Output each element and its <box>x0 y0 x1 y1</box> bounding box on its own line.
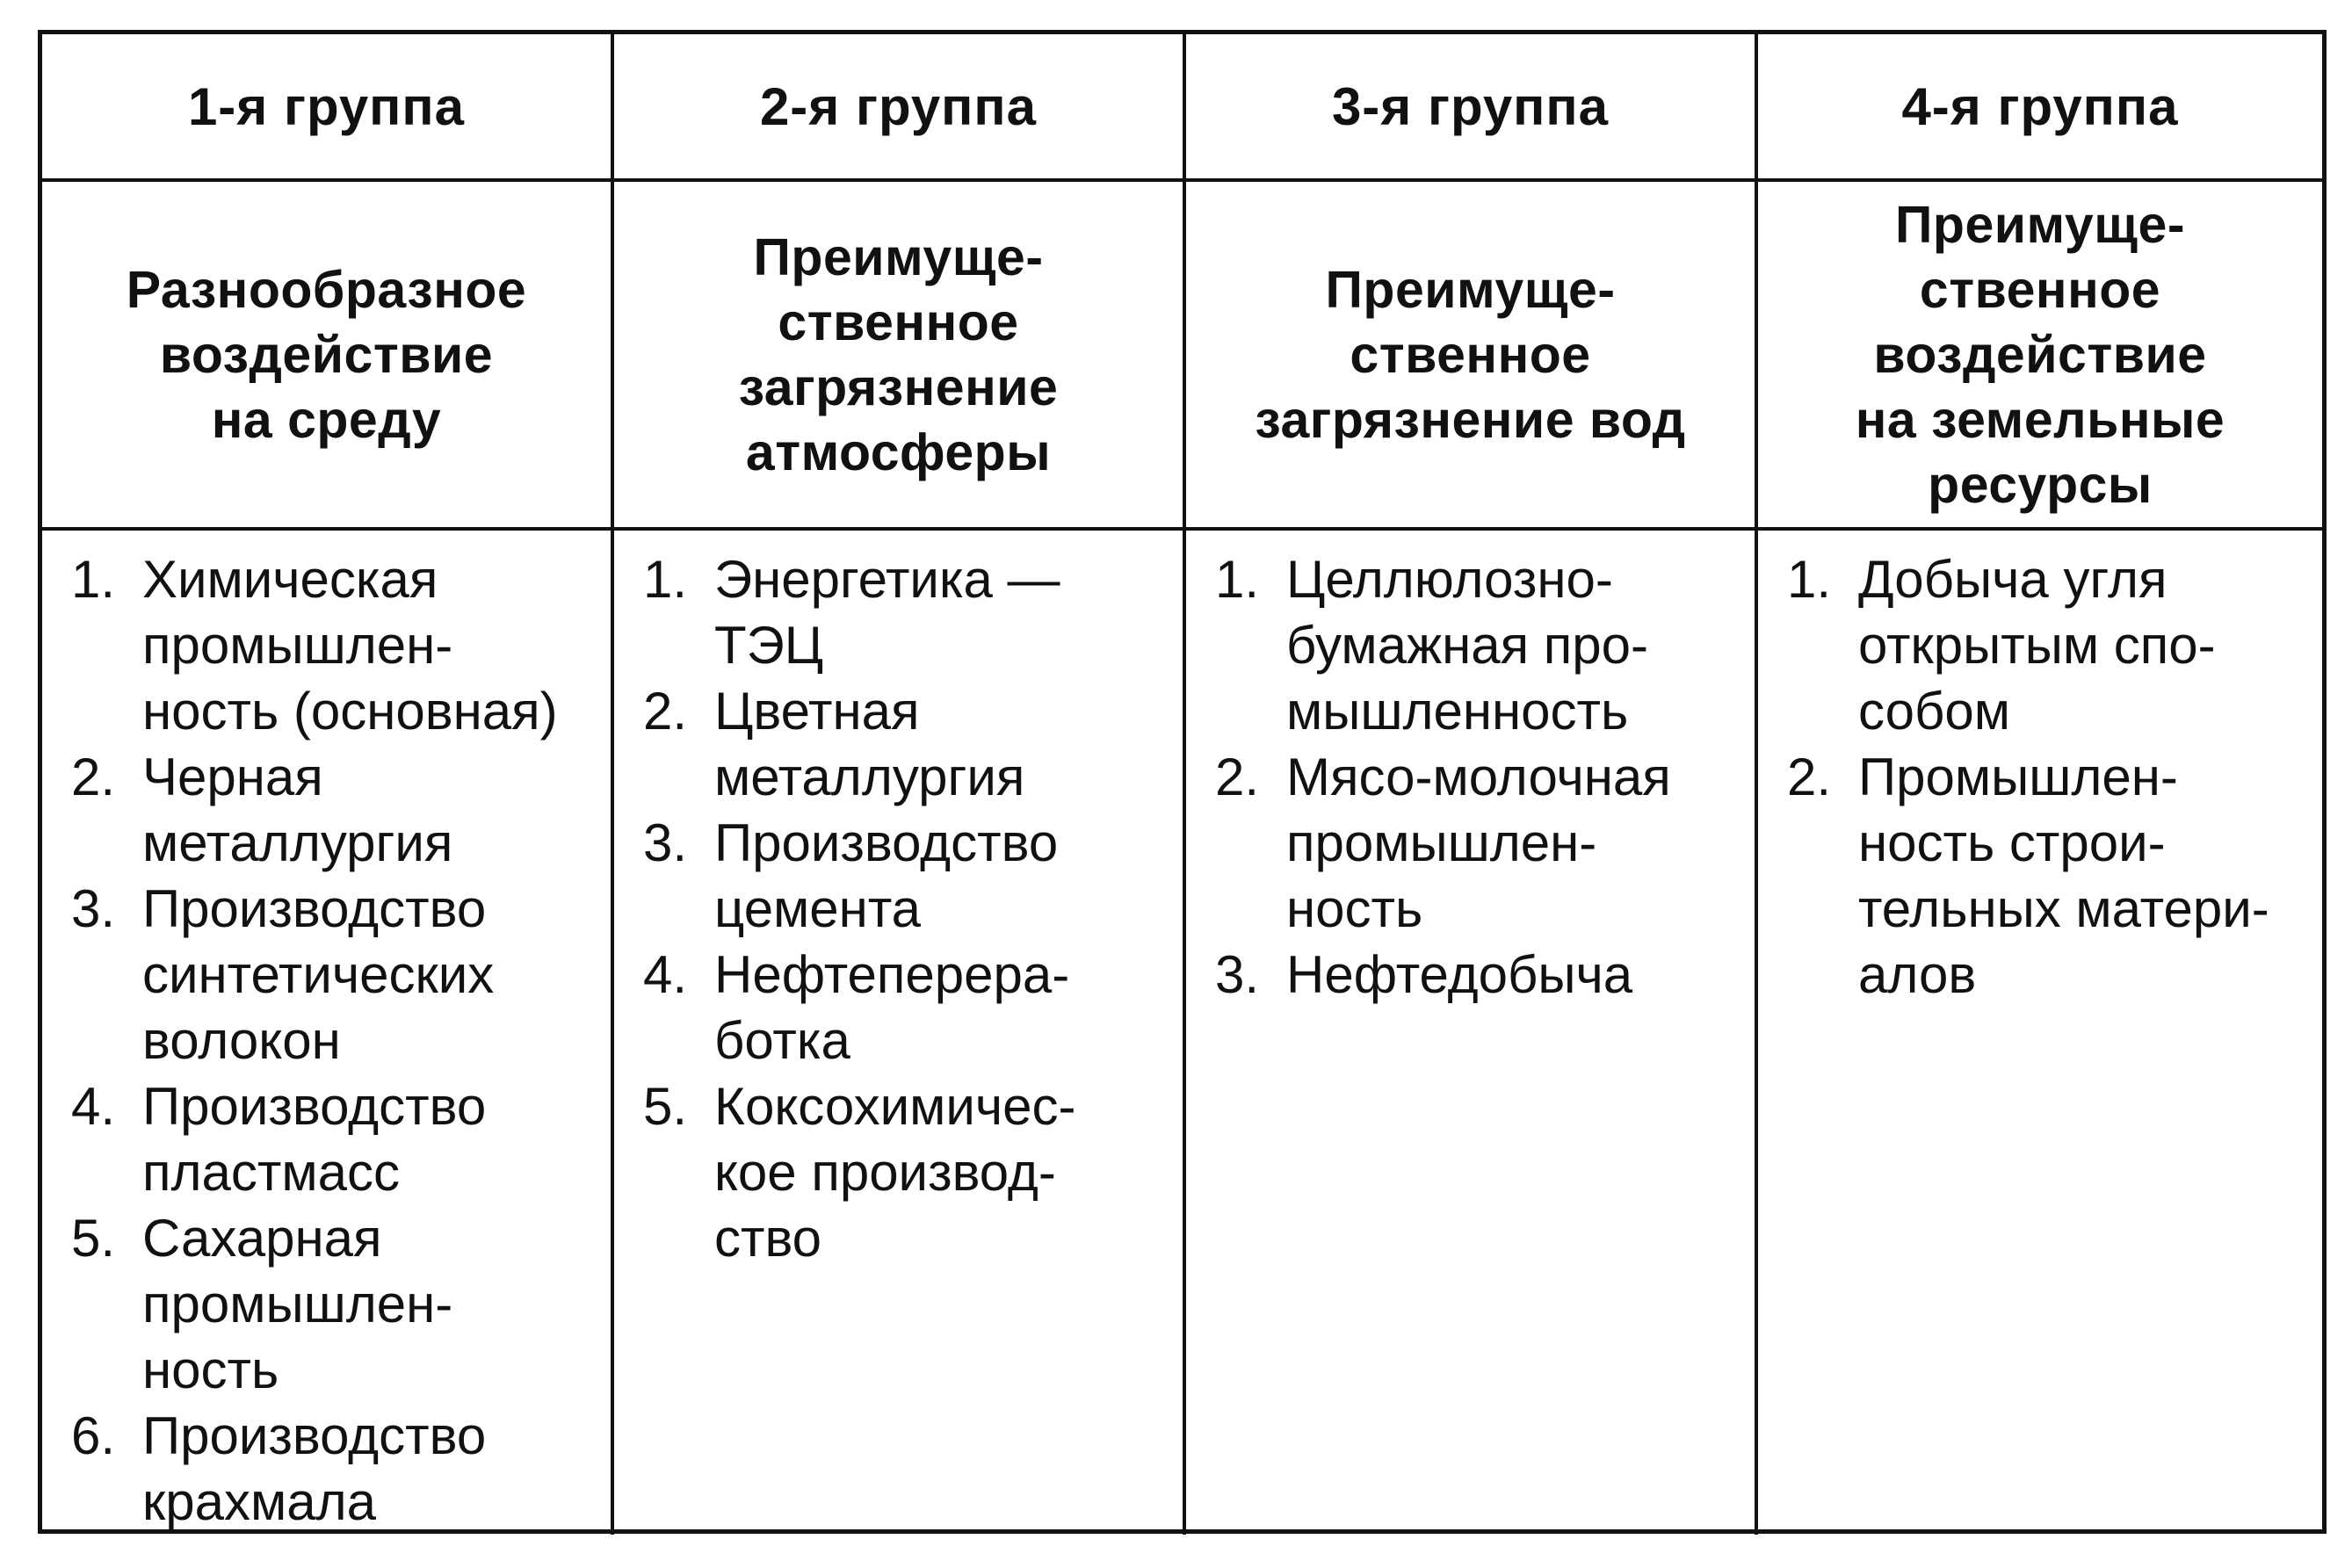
item-text-line: пластмасс <box>142 1143 400 1202</box>
item-number: 3. <box>71 879 116 938</box>
industries-list-group-3 <box>1186 531 1758 1535</box>
description-line: ственное <box>1350 325 1591 384</box>
list-item <box>42 744 611 876</box>
item-number: 3. <box>1215 945 1260 1004</box>
description-line: воздействие <box>159 325 494 384</box>
item-number: 2. <box>71 748 116 806</box>
description-line: ственное <box>778 293 1019 351</box>
list-item <box>42 1403 611 1535</box>
item-text-line: кое производ- <box>714 1143 1056 1202</box>
item-text-line: промышлен- <box>142 616 453 675</box>
description-group-3 <box>1186 182 1758 531</box>
item-number: 1. <box>1787 550 1832 609</box>
list-item <box>42 1073 611 1205</box>
description-group-1 <box>42 182 614 531</box>
item-text-line: крахмала <box>142 1472 376 1531</box>
item-text-line: Цветная <box>714 682 920 741</box>
item-text-line: Добыча угля <box>1858 550 2167 609</box>
item-text-line: бумажная про- <box>1286 616 1649 675</box>
item-text-line: Нефтеперера- <box>714 945 1070 1004</box>
description-line: воздействие <box>1873 325 2207 384</box>
item-text-line: ТЭЦ <box>714 616 824 675</box>
item-number: 5. <box>643 1077 688 1136</box>
item-text-line: мышленность <box>1286 682 1629 741</box>
item-number: 2. <box>1787 748 1832 806</box>
item-text-line: Химическая <box>142 550 438 609</box>
item-text-line: ность <box>142 1340 279 1399</box>
item-text-line: ность (основная) <box>142 682 558 741</box>
item-text-line: металлургия <box>142 813 453 872</box>
item-number: 2. <box>1215 748 1260 806</box>
description-line: Разнообразное <box>126 260 527 319</box>
industries-list-group-1 <box>42 531 614 1535</box>
item-text-line: Производство <box>142 1406 487 1465</box>
list-item <box>1186 744 1755 942</box>
item-text-line: металлургия <box>714 748 1025 806</box>
item-text-line: собом <box>1858 682 2011 741</box>
item-text-line: Мясо-молочная <box>1286 748 1671 806</box>
description-line: ресурсы <box>1928 455 2153 514</box>
item-number: 4. <box>71 1077 116 1136</box>
item-number: 3. <box>643 813 688 872</box>
list-item <box>614 942 1183 1073</box>
item-text-line: ство <box>714 1209 822 1268</box>
list-item <box>1186 546 1755 744</box>
industries-list-group-4 <box>1758 531 2322 1535</box>
item-number: 1. <box>71 550 116 609</box>
list-item <box>42 546 611 744</box>
item-number: 1. <box>643 550 688 609</box>
list-item <box>1758 546 2322 744</box>
list-item <box>614 678 1183 810</box>
item-text-line: Производство <box>714 813 1059 872</box>
item-text-line: Черная <box>142 748 323 806</box>
item-number: 2. <box>643 682 688 741</box>
description-line: загрязнение <box>738 358 1059 416</box>
item-text-line: ботка <box>714 1011 850 1070</box>
item-text-line: Энергетика — <box>714 550 1060 609</box>
item-number: 1. <box>1215 550 1260 609</box>
list-item <box>1186 942 1755 1008</box>
list-item <box>42 1205 611 1403</box>
description-line: на земельные <box>1855 390 2225 449</box>
description-line: загрязнение вод <box>1255 390 1686 449</box>
item-text-line: тельных матери- <box>1858 879 2269 938</box>
list-item <box>614 546 1183 678</box>
industry-groups-table <box>38 30 2327 1534</box>
header-group-4: 4-я группа <box>1758 34 2322 182</box>
item-text-line: Промышлен- <box>1858 748 2178 806</box>
description-line: ственное <box>1919 260 2161 319</box>
description-line: Преимуще- <box>1325 260 1616 319</box>
item-number: 5. <box>71 1209 116 1268</box>
item-number: 4. <box>643 945 688 1004</box>
description-line: на среду <box>211 390 442 449</box>
description-group-2 <box>614 182 1186 531</box>
description-group-4 <box>1758 182 2322 531</box>
header-group-2: 2-я группа <box>614 34 1186 182</box>
header-group-1: 1-я группа <box>42 34 614 182</box>
item-text-line: синтетических <box>142 945 495 1004</box>
item-number: 6. <box>71 1406 116 1465</box>
description-line: атмосферы <box>745 423 1052 481</box>
item-text-line: промышлен- <box>142 1275 453 1333</box>
item-text-line: ность <box>1286 879 1423 938</box>
item-text-line: Производство <box>142 879 487 938</box>
item-text-line: ность строи- <box>1858 813 2166 872</box>
industries-list-group-2 <box>614 531 1186 1535</box>
item-text-line: Производство <box>142 1077 487 1136</box>
item-text-line: Коксохимичес- <box>714 1077 1076 1136</box>
description-line: Преимуще- <box>1895 195 2185 254</box>
item-text-line: Целлюлозно- <box>1286 550 1613 609</box>
list-item <box>614 1073 1183 1271</box>
item-text-line: Сахарная <box>142 1209 382 1268</box>
item-text-line: промышлен- <box>1286 813 1597 872</box>
description-line: Преимуще- <box>753 228 1044 286</box>
item-text-line: волокон <box>142 1011 341 1070</box>
header-group-3: 3-я группа <box>1186 34 1758 182</box>
item-text-line: открытым спо- <box>1858 616 2216 675</box>
item-text-line: Нефтедобыча <box>1286 945 1633 1004</box>
list-item <box>42 876 611 1073</box>
list-item <box>614 810 1183 942</box>
list-item <box>1758 744 2322 1008</box>
item-text-line: цемента <box>714 879 921 938</box>
item-text-line: алов <box>1858 945 1977 1004</box>
